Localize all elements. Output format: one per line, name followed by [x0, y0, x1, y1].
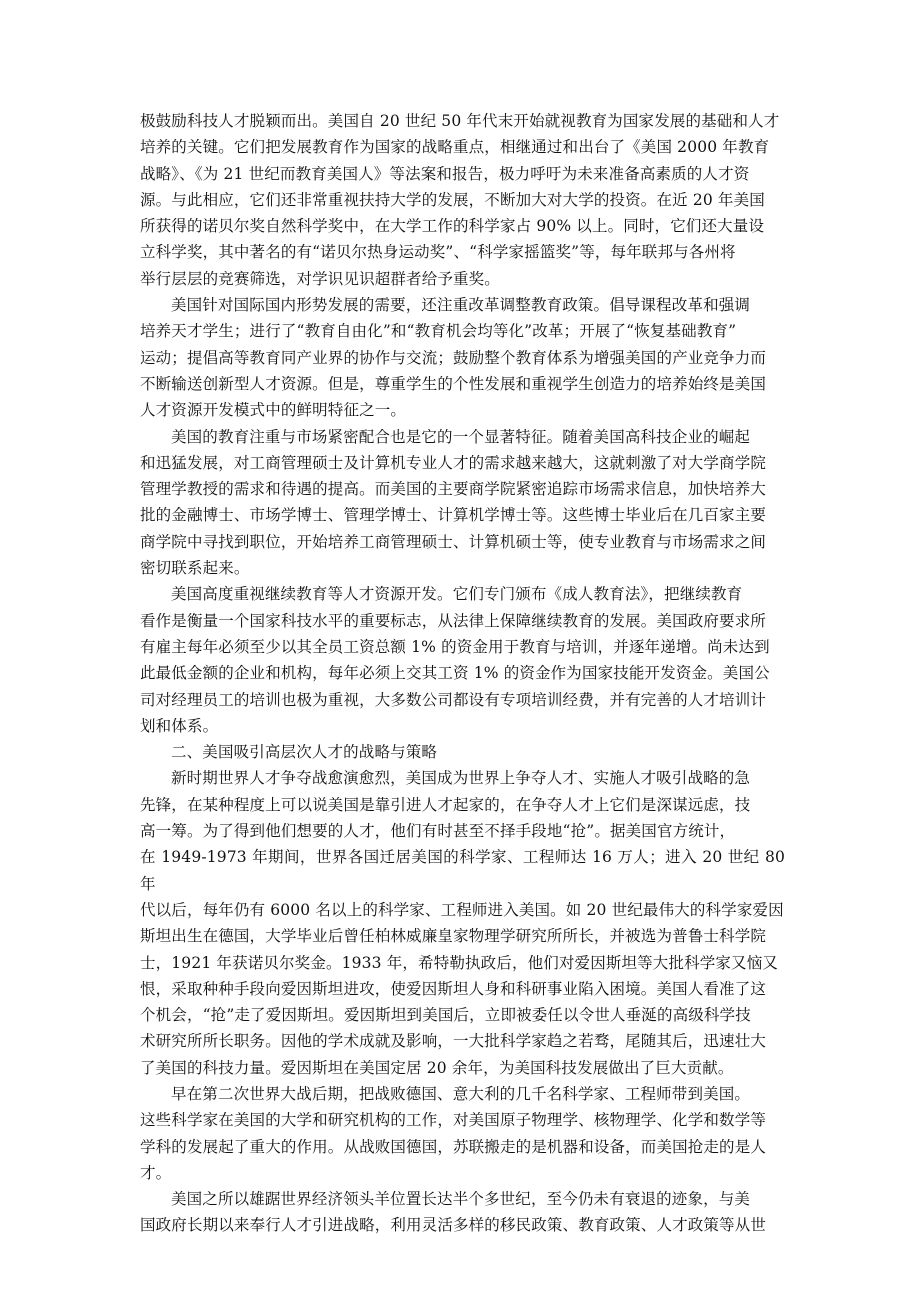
document-page — [140, 108, 785, 1239]
paragraph-education-reform: 美国针对国际国内形势发展的需要，还注重改革调整教育政策。倡导课程改革和强调 培养天才学生；进行了“教育自由化”和“教育机会均等化”改革；开展了“恢复基础教育” 运动；提倡高等教育同产业界的协作与交流；鼓励整个教育体系为增强美国的产业竞争力而 不断输送创新型人才资源。但是，尊重学生的个性发展和重视学生创造力的培养始终是美国 人才资源开发模式中的鲜明特征之一。 — [140, 296, 767, 420]
paragraph-continuing-education: 美国高度重视继续教育等人才资源开发。它们专门颁布《成人教育法》，把继续教育 看作是衡量一个国家科技水平的重要标志，从法律上保障继续教育的发展。美国政府要求所 有雇主每年必须至少以其全员工资总额 1% 的资金用于教育与培训，并逐年递增。尚未达到 此最低金额的企业和机构，每年必须上交其工资 1% 的资金作为国家技能开发资金。美国公 司对经理员工的培训也极为重视，大多数公司都设有专项培训经费，并有完善的人才培训计 划和体系。 — [140, 585, 770, 735]
paragraph-market-alignment: 美国的教育注重与市场紧密配合也是它的一个显著特征。随着美国高科技企业的崛起 和迅猛发展，对工商管理硕士及计算机专业人才的需求越来越大，这就刺激了对大学商学院 管理学教授的需求和待遇的提高。而美国的主要商学院紧密追踪市场需求信息，加快培养大 批的金融博士、市场学博士、管理学博士、计算机学博士等。这些博士毕业后在几百家主要 商学院中寻找到职位，开始培养工商管理硕士、计算机硕士等，使专业教育与市场需求之间 密切联系起来。 — [140, 427, 767, 578]
paragraph-talent-competition: 新时期世界人才争夺战愈演愈烈，美国成为世界上争夺人才、实施人才吸引战略的急 先锋，在某种程度上可以说美国是靠引进人才起家的，在争夺人才上它们是深谋远虑，技 高一筹。为了得到他们想要的人才，他们有时甚至不择手段地“抢”。据美国官方统计， 在 1949-1973 年期间，世界各国迁居美国的科学家、工程师达 16 万人；进入 20 世纪 80 年 代以后，每年仍有 6000 名以上的科学家、工程师进入美国。如 20 世纪最伟大的科学家爱因 斯坦出生在德国，大学毕业后曾任柏林威廉皇家物理学研究所所长，并被选为普鲁士科学院 士，1921 年获诺贝尔奖金。1933 年，希特勒执政后，他们对爱因斯坦等大批科学家又恼又 恨，采取种种手段向爱因斯坦进攻，使爱因斯坦人身和科研事业陷入困境。美国人看准了这 个机会，“抢”走了爱因斯坦。爱因斯坦到美国后，立即被委任以令世人垂涎的高级科学技 术研究所所长职务。因他的学术成就及影响，一大批科学家趋之若骛，尾随其后，迅速壮大 了美国的科技力量。爱因斯坦在美国定居 20 余年，为美国科技发展做出了巨大贡献。 — [140, 769, 785, 1077]
section-heading: 二、美国吸引高层次人才的战略与策略 — [171, 743, 438, 762]
paragraph-education-investment: 极鼓励科技人才脱颖而出。美国自 20 世纪 50 年代末开始就视教育为国家发展的基础和人才 培养的关键。它们把发展教育作为国家的战略重点，相继通过和出台了《美国 2000 年教育 战略》、《为 21 世纪而教育美国人》等法案和报告，极力呼吁为未来准备高素质的人才资 源。与此相应，它们还非常重视扶持大学的发展，不断加大对大学的投资。在近 20 年美国 所获得的诺贝尔奖自然科学奖中，在大学工作的科学家占 90% 以上。同时，它们还大量设 立科学奖，其中著名的有“诺贝尔热身运动奖”、“科学家摇篮奖”等，每年联邦与各州将 举行层层的竞赛筛选，对学识见识超群者给予重奖。 — [140, 112, 780, 288]
paragraph-wwii-scientists: 早在第二次世界大战后期，把战败德国、意大利的几千名科学家、工程师带到美国。 这些科学家在美国的大学和研究机构的工作，对美国原子物理学、核物理学、化学和数学等 学科的发展起了重大的作用。从战败国德国，苏联搬走的是机器和设备，而美国抢走的是人 才。 — [140, 1084, 767, 1182]
paragraph-economic-leadership: 美国之所以雄踞世界经济领头羊位置长达半个多世纪，至今仍未有衰退的迹象，与美 国政府长期以来奉行人才引进战略，利用灵活多样的移民政策、教育政策、人才政策等从世 — [140, 1190, 767, 1235]
